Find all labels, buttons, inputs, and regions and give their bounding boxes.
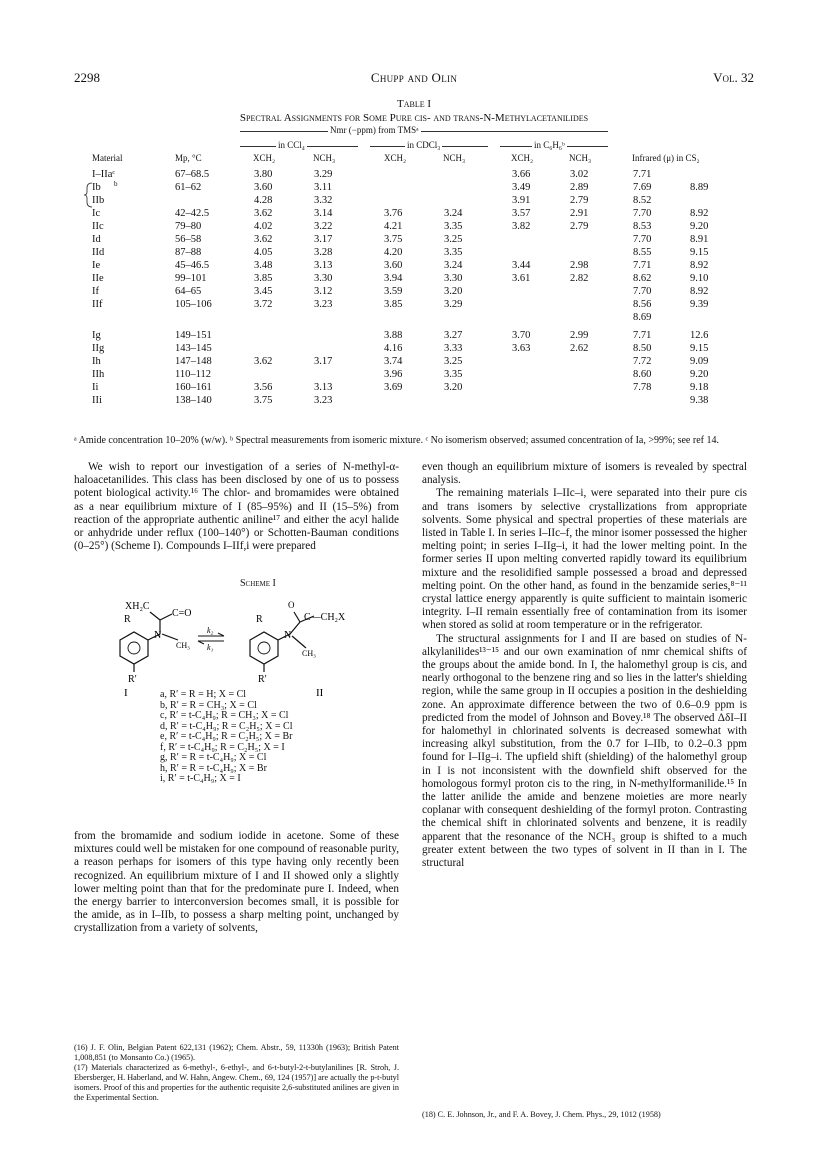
cell-ir-1: 7.70 — [633, 234, 652, 245]
cell-ir-1: 8.53 — [633, 221, 652, 232]
cell-ir-2: 9.15 — [690, 247, 709, 258]
cell-ir-2: 9.10 — [690, 273, 709, 284]
col-header-nch3-ccl4: NCH₃ — [313, 153, 336, 163]
cell-xch2-cdcl3: 3.76 — [384, 208, 403, 219]
cell-mp: 42–42.5 — [175, 208, 210, 219]
cell-xch2-ccl4: 3.48 — [254, 260, 273, 271]
cell-nch3-c6h6: 2.79 — [570, 221, 589, 232]
cell-xch2-cdcl3: 3.88 — [384, 330, 403, 341]
c6h6-span-label: in C₆H₆ᵇ — [534, 140, 565, 150]
nmr-span-rule — [240, 131, 608, 132]
cell-ir-1: 8.55 — [633, 247, 652, 258]
cell-mp: 87–88 — [175, 247, 202, 258]
cell-nch3-cdcl3: 3.35 — [444, 221, 463, 232]
paragraph: The remaining materials I–IIc–i, were separated into their pure cis and trans isomers by selective crystallizations from appropriate solvents. Some physical and spectral properties of these materials are listed in Table I. In series I–IIc–f, the minor isomer possessed the higher melting point; in series I–IIg–i, it had the lower melting point. In the former series II upon melting converted rapidly toward its equilibrium mixture and the resolidified sample possessed a broad and depressed melting point. On the other hand, as found in the benzamide series,⁸⁻¹¹ crystal lattice energy apparently is quite sufficient to maintain isomeric integrity. I–II remain essentially free of contamination from its isomer when stored as solid at room temperature or in the refrigerator. — [422, 487, 747, 632]
cell-mp: 61–62 — [175, 182, 202, 193]
page-number: 2298 — [74, 70, 100, 85]
cell-mp: 56–58 — [175, 234, 202, 245]
cell-material: I–IIaᶜ — [92, 169, 116, 180]
cell-nch3-cdcl3: 3.33 — [444, 343, 463, 354]
cell-xch2-c6h6: 3.66 — [512, 169, 531, 180]
label-ii: II — [316, 687, 324, 699]
sub-item: i, R′ = t-C₄H₉; X = I — [160, 773, 241, 784]
cell-xch2-ccl4: 4.02 — [254, 221, 273, 232]
cell-ir-1: 8.69 — [633, 312, 652, 323]
left-column-bottom — [74, 830, 399, 936]
substituent-list — [160, 690, 293, 785]
cell-mp: 64–65 — [175, 286, 202, 297]
cell-material: IIb — [92, 195, 105, 206]
paragraph: The structural assignments for I and II are based on studies of N-alkylanilides¹³⁻¹⁵ and our own examination of nmr chemical shifts of the groups about the amide bond. In I, the halomethyl group is cis, and nearly orthogonal to the benzene ring and so lies in the latter's shielding region, while the same group in II occupies a position in the deshielding zone. An approximate difference between the two of 0.6–0.9 ppm is predicted from the model of Johnson and Bovey.¹⁸ The observed ΔδI–II for halomethyl in chlorinated solvents is decreased somewhat with increasing alkyl substitution, from the 0.7 for I–IIb, to 0.2–0.3 ppm found for I–IIg–i. The upfield shift (shielding) of the halomethyl group in I is not inconsistent with the downfield shift observed for the homologous formyl proton cis to the ring, in N-methylformanilide.¹⁵ In the latter anilide the amide and benzene moieties are more nearly coplanar with consequent deshielding of the formyl proton. Contrasting the chemical shift in chlorinated solvents and benzene, it is readily apparent that the resonance of the NCH₃ group is shifted to a much greater extent between the two types of solvent in II than in I. The structural — [422, 632, 747, 870]
cell-ir-1: 7.71 — [633, 169, 652, 180]
cell-ir-2: 9.15 — [690, 343, 709, 354]
cell-mp: 79–80 — [175, 221, 202, 232]
cell-nch3-ccl4: 3.12 — [314, 286, 333, 297]
o-label-ii: O — [288, 600, 295, 610]
cell-nch3-ccl4: 3.30 — [314, 273, 333, 284]
cell-ir-2: 8.92 — [690, 260, 709, 271]
cell-ir-1: 7.69 — [633, 182, 652, 193]
cell-xch2-c6h6: 3.70 — [512, 330, 531, 341]
col-header-material: Material — [92, 153, 123, 163]
cell-nch3-ccl4: 3.13 — [314, 382, 333, 393]
sub-item: b, R′ = R = CH₃; X = Cl — [160, 699, 257, 711]
cell-nch3-cdcl3: 3.24 — [444, 260, 463, 271]
cell-ir-1: 7.71 — [633, 260, 652, 271]
cell-nch3-c6h6: 2.89 — [570, 182, 589, 193]
r-prime-label-i: R′ — [128, 674, 137, 685]
cell-nch3-ccl4: 3.17 — [314, 234, 333, 245]
table-caption: Table I — [396, 98, 432, 110]
footnote-17: (17) Materials characterized as 6-methyl-, 6-ethyl-, and 6-t-butyl-2-t-butylanilines [R. Stroh, J. Ebersberger, H. Haberland, and W. Hahn, Angew. Chem., 69, 124 (1957)] are actually the p-t-butyl isomers. Proof of this and properties for the authentic requisite 2,6-substituted anilines are given in the Experimental Section. — [74, 1063, 399, 1102]
right-column — [422, 461, 747, 870]
cell-mp: 143–145 — [175, 343, 212, 354]
cell-mp: 105–106 — [175, 299, 212, 310]
r-prime-label-ii: R′ — [258, 674, 267, 685]
cell-xch2-ccl4: 3.85 — [254, 273, 273, 284]
cell-material: Ic — [92, 208, 101, 219]
cell-material: IIc — [92, 221, 104, 232]
table-footnote: ᵃ Amide concentration 10–20% (w/w). ᵇ Spectral measurements from isomeric mixture. ᶜ No isomerism observed; assumed concentration of Ia, >99%; see ref 14. — [74, 435, 719, 446]
cell-nch3-cdcl3: 3.25 — [444, 234, 463, 245]
sub-item: a, R′ = R = H; X = Cl — [160, 689, 247, 700]
n-label-ii: N — [284, 630, 292, 641]
cell-ir-1: 8.50 — [633, 343, 652, 354]
r-label-i: R — [124, 614, 131, 625]
cell-mp: 147–148 — [175, 356, 212, 367]
paragraph: even though an equilibrium mixture of isomers is revealed by spectral analysis. — [422, 461, 747, 487]
cell-xch2-c6h6: 3.44 — [512, 260, 531, 271]
cell-xch2-cdcl3: 3.75 — [384, 234, 403, 245]
col-header-nch3-cdcl3: NCH₃ — [443, 153, 466, 163]
cell-xch2-ccl4: 3.56 — [254, 382, 273, 393]
nmr-span-label: Nmr (−ppm) from TMSᵃ — [330, 125, 419, 135]
sub-item: f, R′ = t-C₄H₉; R = C₂H₅; X = I — [160, 741, 285, 753]
cell-ir-2: 12.6 — [690, 330, 709, 341]
cell-ir-2: 9.20 — [690, 221, 709, 232]
col-header-xch2-cdcl3: XCH₂ — [384, 153, 407, 163]
cell-material: Ib — [92, 182, 101, 193]
col-header-infrared: Infrared (μ) in CS₂ — [632, 153, 700, 163]
cell-ir-2: 9.20 — [690, 369, 709, 380]
cell-xch2-cdcl3: 4.21 — [384, 221, 403, 232]
k1-label: k₁ — [207, 643, 214, 652]
footnote-marker-b: b — [114, 180, 118, 188]
cell-nch3-ccl4: 3.22 — [314, 221, 333, 232]
cell-ir-1: 7.70 — [633, 208, 652, 219]
cell-nch3-cdcl3: 3.27 — [444, 330, 463, 341]
volume-label: Vol. 32 — [713, 70, 754, 85]
cell-xch2-ccl4: 3.62 — [254, 208, 273, 219]
sub-item: h, R′ = R = t-C₄H₉; X = Br — [160, 762, 267, 774]
cell-xch2-cdcl3: 3.94 — [384, 273, 403, 284]
cell-xch2-cdcl3: 3.85 — [384, 299, 403, 310]
table-subtitle: Spectral Assignments for Some Pure cis- and trans-N-Methylacetanilides — [239, 112, 589, 124]
cell-nch3-cdcl3: 3.35 — [444, 247, 463, 258]
cell-ir-1: 7.72 — [633, 356, 652, 367]
cell-material: IId — [92, 247, 105, 258]
cell-mp: 149–151 — [175, 330, 212, 341]
xh2c-label: XH₂C — [125, 601, 150, 612]
c-o-label-i: C=O — [172, 608, 192, 619]
cell-nch3-ccl4: 3.17 — [314, 356, 333, 367]
cell-ir-1: 7.78 — [633, 382, 652, 393]
cdcl3-span-label: in CDCl₃ — [407, 140, 441, 150]
cell-xch2-ccl4: 4.05 — [254, 247, 273, 258]
cell-nch3-ccl4: 3.32 — [314, 195, 333, 206]
cell-nch3-ccl4: 3.14 — [314, 208, 333, 219]
cell-material: If — [92, 286, 99, 297]
cell-xch2-c6h6: 3.82 — [512, 221, 531, 232]
cell-ir-1: 7.71 — [633, 330, 652, 341]
cell-xch2-c6h6: 3.49 — [512, 182, 531, 193]
cell-nch3-ccl4: 3.13 — [314, 260, 333, 271]
cell-ir-2: 9.09 — [690, 356, 709, 367]
cell-nch3-cdcl3: 3.24 — [444, 208, 463, 219]
cell-nch3-c6h6: 2.62 — [570, 343, 589, 354]
paragraph: from the bromamide and sodium iodide in acetone. Some of these mixtures could well be mistaken for one compound of reasonable purity, a reason perhaps for isomers of this type having only recently been recognized. An equilibrium mixture of I and II showed only a slightly lower melting point than that for the predominate pure I. Indeed, when the energy barrier to interconversion becomes small, it is possible for the amide, as in I–IIb, to possess a sharp melting point, unchanged by crystallization from a variety of solvents, — [74, 830, 399, 935]
cell-xch2-ccl4: 3.62 — [254, 356, 273, 367]
cell-material: Ii — [92, 382, 99, 393]
cell-nch3-ccl4: 3.23 — [314, 299, 333, 310]
cell-nch3-ccl4: 3.29 — [314, 169, 333, 180]
n-label-i: N — [154, 630, 162, 641]
cell-nch3-ccl4: 3.23 — [314, 395, 333, 406]
cell-xch2-c6h6: 3.63 — [512, 343, 531, 354]
scheme-title: Scheme I — [240, 578, 276, 589]
cell-nch3-cdcl3: 3.35 — [444, 369, 463, 380]
cell-xch2-ccl4: 4.28 — [254, 195, 273, 206]
cell-ir-1: 8.60 — [633, 369, 652, 380]
cell-material: Id — [92, 234, 101, 245]
cell-ir-2: 9.18 — [690, 382, 709, 393]
cell-xch2-c6h6: 3.61 — [512, 273, 531, 284]
cell-nch3-ccl4: 3.11 — [314, 182, 332, 193]
cell-mp: 67–68.5 — [175, 169, 210, 180]
cell-material: Ih — [92, 356, 101, 367]
cell-xch2-ccl4: 3.75 — [254, 395, 273, 406]
cell-xch2-ccl4: 3.62 — [254, 234, 273, 245]
cell-material: IIi — [92, 395, 102, 406]
cell-ir-2: 8.92 — [690, 286, 709, 297]
col-header-nch3-c6h6: NCH₃ — [569, 153, 592, 163]
cell-material: Ig — [92, 330, 101, 341]
sub-item: e, R′ = t-C₄H₉; R = C₂H₅; X = Br — [160, 731, 293, 742]
left-footnotes — [74, 1043, 399, 1103]
cell-material: IIe — [92, 273, 104, 284]
cell-xch2-cdcl3: 4.20 — [384, 247, 403, 258]
cell-material: Ie — [92, 260, 101, 271]
c-ch2x-label-ii: C—CH₂X — [304, 612, 346, 623]
cell-mp: 99–101 — [175, 273, 207, 284]
footnote-16: (16) J. F. Olin, Belgian Patent 622,131 (1962); Chem. Abstr., 59, 11330h (1963); British Patent 1,008,851 (to Monsanto Co.) (1965). — [74, 1043, 399, 1062]
brace-ib-iib-icon — [84, 182, 94, 208]
r-label-ii: R — [256, 614, 263, 625]
cell-ir-2: 8.92 — [690, 208, 709, 219]
cell-xch2-ccl4: 3.60 — [254, 182, 273, 193]
cell-nch3-cdcl3: 3.30 — [444, 273, 463, 284]
cell-xch2-ccl4: 3.72 — [254, 299, 273, 310]
cell-xch2-cdcl3: 3.96 — [384, 369, 403, 380]
cell-ir-1: 8.62 — [633, 273, 652, 284]
running-header — [74, 70, 754, 88]
cell-ir-2: 9.39 — [690, 299, 709, 310]
ccl4-span-label: in CCl₄ — [278, 140, 305, 150]
cell-xch2-cdcl3: 3.69 — [384, 382, 403, 393]
running-title: Chupp and Olin — [370, 70, 458, 85]
cell-material: IIf — [92, 299, 103, 310]
cell-ir-1: 8.56 — [633, 299, 652, 310]
cell-nch3-c6h6: 2.98 — [570, 260, 589, 271]
sub-item: g, R′ = R = t-C₄H₉; X = Cl — [160, 752, 267, 763]
cell-mp: 110–112 — [175, 369, 211, 380]
cell-nch3-cdcl3: 3.25 — [444, 356, 463, 367]
cell-ir-2: 9.38 — [690, 395, 709, 406]
cell-ir-2: 8.91 — [690, 234, 709, 245]
cell-nch3-cdcl3: 3.20 — [444, 382, 463, 393]
cell-mp: 45–46.5 — [175, 260, 210, 271]
label-i: I — [124, 687, 128, 699]
cell-material: IIh — [92, 369, 105, 380]
k2-label: k₂ — [207, 626, 214, 635]
cell-xch2-cdcl3: 3.74 — [384, 356, 403, 367]
cell-nch3-c6h6: 2.99 — [570, 330, 589, 341]
cell-mp: 160–161 — [175, 382, 212, 393]
cell-nch3-ccl4: 3.28 — [314, 247, 333, 258]
right-footnotes — [422, 1110, 747, 1120]
ch3-label-i: CH₃ — [176, 641, 190, 650]
cell-nch3-c6h6: 2.79 — [570, 195, 589, 206]
col-header-xch2-c6h6: XCH₂ — [511, 153, 534, 163]
footnote-18: (18) C. E. Johnson, Jr., and F. A. Bovey, J. Chem. Phys., 29, 1012 (1958) — [422, 1110, 661, 1119]
cell-xch2-c6h6: 3.57 — [512, 208, 531, 219]
cell-xch2-cdcl3: 3.60 — [384, 260, 403, 271]
cell-nch3-c6h6: 2.91 — [570, 208, 589, 219]
sub-item: c, R′ = t-C₄H₉; R = CH₃; X = Cl — [160, 710, 289, 721]
cell-material: IIg — [92, 343, 105, 354]
cell-xch2-cdcl3: 3.59 — [384, 286, 403, 297]
col-header-mp: Mp, °C — [175, 153, 202, 163]
sub-item: d, R′ = t-C₄H₉; R = C₂H₅; X = Cl — [160, 720, 293, 732]
cell-ir-1: 7.70 — [633, 286, 652, 297]
cell-nch3-cdcl3: 3.20 — [444, 286, 463, 297]
cell-nch3-c6h6: 3.02 — [570, 169, 589, 180]
left-column-top — [74, 461, 399, 553]
cell-xch2-c6h6: 3.91 — [512, 195, 531, 206]
cell-nch3-cdcl3: 3.29 — [444, 299, 463, 310]
cell-xch2-ccl4: 3.45 — [254, 286, 273, 297]
cell-ir-1: 8.52 — [633, 195, 652, 206]
cell-xch2-ccl4: 3.80 — [254, 169, 273, 180]
col-header-xch2-ccl4: XCH₂ — [253, 153, 276, 163]
cell-ir-2: 8.89 — [690, 182, 709, 193]
cell-nch3-c6h6: 2.82 — [570, 273, 589, 284]
paragraph: We wish to report our investigation of a series of N-methyl-α-haloacetanilides. This class has been disclosed by one of us to possess potent biological activity.¹⁶ The chlor- and bromamides were obtained as a near equilibrium mixture of I (85–95%) and II (15–5%) from reaction of the appropriate authentic aniline¹⁷ and either the acyl halide or anhydride under reflux (100–140°) or Schotten-Bauman conditions (0–25°) (Scheme I). Compounds I–IIf,i were prepared — [74, 461, 399, 553]
cell-mp: 138–140 — [175, 395, 212, 406]
cell-xch2-cdcl3: 4.16 — [384, 343, 403, 354]
ch3-label-ii: CH₃ — [302, 649, 316, 658]
